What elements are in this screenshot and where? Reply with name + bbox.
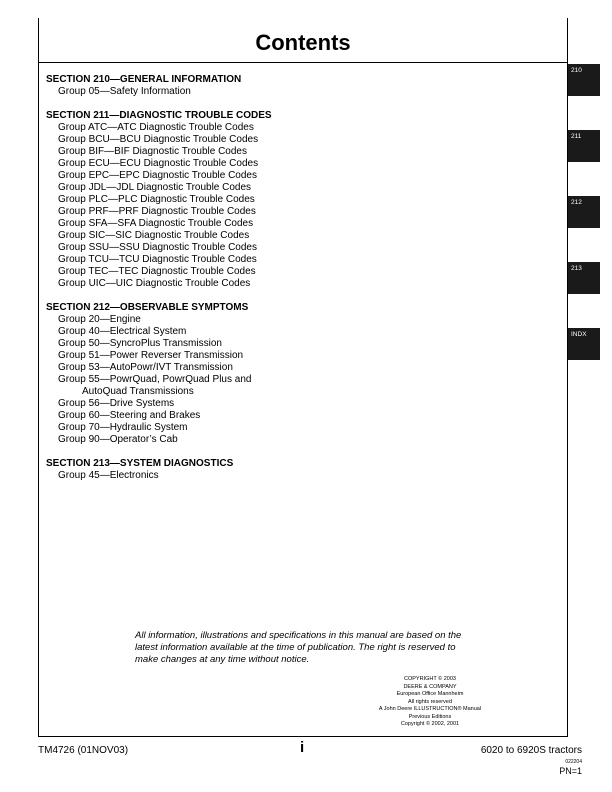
copyright-line: All rights reserved [407, 698, 453, 705]
toc-group-entry[interactable]: Group 45—Electronics [58, 470, 159, 481]
toc-group-entry[interactable]: Group BIF—BIF Diagnostic Trouble Codes [58, 146, 247, 157]
footer-model-range: 6020 to 6920S tractors [480, 745, 582, 756]
title-underline-rule [38, 62, 568, 63]
toc-group-entry[interactable]: Group 53—AutoPowr/IVT Transmission [58, 362, 233, 373]
toc-section-211 [46, 110, 546, 290]
toc-group-entry[interactable]: Group SFA—SFA Diagnostic Trouble Codes [58, 218, 254, 229]
toc-group-entry[interactable]: Group TCU—TCU Diagnostic Trouble Codes [58, 254, 257, 265]
toc-group-entry[interactable]: Group BCU—BCU Diagnostic Trouble Codes [58, 134, 259, 145]
section-heading[interactable]: SECTION 212—OBSERVABLE SYMPTOMS [46, 302, 249, 313]
footer-code: 022204 [565, 759, 582, 765]
frame-right-rule [567, 18, 568, 736]
section-heading[interactable]: SECTION 211—DIAGNOSTIC TROUBLE CODES [46, 110, 272, 121]
copyright-block [360, 676, 500, 729]
thumb-tab-213[interactable]: 213 [568, 262, 600, 294]
publication-notice: All information, illustrations and specifications in this manual are based on the latest information available at the time of publication. The right is reserved to make changes at any time without notice. [135, 630, 462, 665]
toc-group-entry[interactable]: Group 56—Drive Systems [58, 398, 175, 409]
toc-group-entry[interactable]: Group SSU—SSU Diagnostic Trouble Codes [58, 242, 257, 253]
toc-group-entry[interactable]: Group ATC—ATC Diagnostic Trouble Codes [58, 122, 254, 133]
toc-group-entry[interactable]: Group 60—Steering and Brakes [58, 410, 201, 421]
toc-group-entry[interactable]: Group UIC—UIC Diagnostic Trouble Codes [58, 278, 251, 289]
toc-group-entry[interactable]: Group 90—Operator’s Cab [58, 434, 178, 445]
toc-section-213 [46, 458, 546, 482]
toc-group-entry[interactable]: Group TEC—TEC Diagnostic Trouble Codes [58, 266, 256, 277]
footer-page-number: i [300, 739, 305, 756]
frame-left-rule [38, 18, 39, 736]
toc-group-entry[interactable]: Group 05—Safety Information [58, 86, 191, 97]
toc-group-entry[interactable]: Group PRF—PRF Diagnostic Trouble Codes [58, 206, 256, 217]
thumb-tab-212[interactable]: 212 [568, 196, 600, 228]
toc-group-entry[interactable]: Group 20—Engine [58, 314, 141, 325]
toc-group-entry[interactable]: Group 55—PowrQuad, PowrQuad Plus and [58, 374, 252, 385]
toc-group-entry[interactable]: Group EPC—EPC Diagnostic Trouble Codes [58, 170, 257, 181]
table-of-contents [46, 74, 546, 482]
copyright-line: COPYRIGHT © 2003 [404, 676, 456, 682]
toc-group-entry[interactable]: Group 50—SyncroPlus Transmission [58, 338, 222, 349]
thumb-tab-index[interactable]: INDX [568, 328, 600, 360]
toc-group-entry[interactable]: Group 70—Hydraulic System [58, 422, 188, 433]
footer-pn: PN=1 [559, 766, 582, 776]
toc-section-210 [46, 74, 546, 98]
thumb-tab-210[interactable]: 210 [568, 64, 600, 96]
toc-group-entry[interactable]: Group ECU—ECU Diagnostic Trouble Codes [58, 158, 259, 169]
toc-group-entry[interactable]: Group 40—Electrical System [58, 326, 187, 337]
toc-group-entry[interactable]: Group SIC—SIC Diagnostic Trouble Codes [58, 230, 250, 241]
thumb-tab-211[interactable]: 211 [568, 130, 600, 162]
copyright-line: European Office Mannheim [396, 691, 464, 697]
footer-manual-id: TM4726 (01NOV03) [38, 745, 129, 756]
toc-group-entry[interactable]: Group 51—Power Reverser Transmission [58, 350, 244, 361]
toc-group-entry[interactable]: Group JDL—JDL Diagnostic Trouble Codes [58, 182, 252, 193]
copyright-line: A John Deere ILLUSTRUCTION® Manual [378, 706, 482, 712]
toc-section-212 [46, 302, 546, 446]
page-title: Contents [255, 30, 351, 55]
toc-group-entry[interactable]: Group PLC—PLC Diagnostic Trouble Codes [58, 194, 255, 205]
frame-bottom-rule [38, 736, 568, 737]
toc-group-entry-continuation[interactable]: AutoQuad Transmissions [82, 386, 194, 397]
section-heading[interactable]: SECTION 213—SYSTEM DIAGNOSTICS [46, 458, 234, 469]
copyright-line: DEERE & COMPANY [403, 683, 457, 690]
section-heading[interactable]: SECTION 210—GENERAL INFORMATION [46, 74, 242, 85]
copyright-line: Copyright © 2002, 2001 [400, 721, 460, 727]
copyright-line: Previous Editions [408, 713, 452, 720]
